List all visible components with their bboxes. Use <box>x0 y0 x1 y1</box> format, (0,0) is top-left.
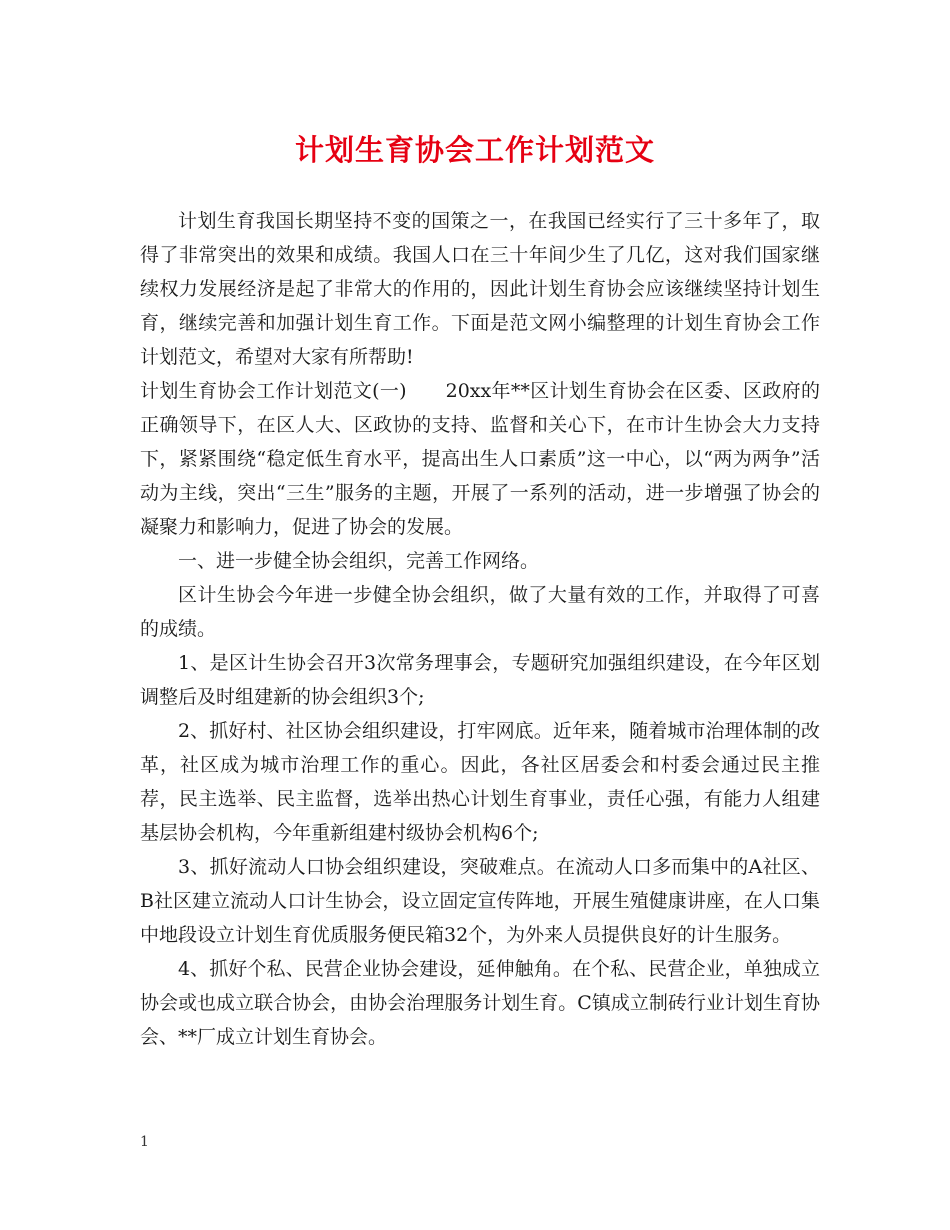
list-item-paragraph: 3、抓好流动人口协会组织建设，突破难点。在流动人口多而集中的A社区、B社区建立流动人口计生协会，设立固定宣传阵地，开展生殖健康讲座，在人口集中地段设立计划生育优质服务便民箱32个，为外来人员提供良好的计生服务。 <box>140 856 820 946</box>
document-title: 计划生育协会工作计划范文 <box>294 133 655 167</box>
document-body <box>140 204 820 1054</box>
list-item-paragraph: 4、抓好个私、民营企业协会建设，延伸触角。在个私、民营企业，单独成立协会或也成立联合协会，由协会治理服务计划生育。C镇成立制砖行业计划生育协会、**厂成立计划生育协会。 <box>140 958 820 1048</box>
page-number: 1 <box>140 1134 149 1150</box>
list-item-paragraph: 2、抓好村、社区协会组织建设，打牢网底。近年来，随着城市治理体制的改革，社区成为城市治理工作的重心。因此，各社区居委会和村委会通过民主推荐，民主选举、民主监督，选举出热心计划生育事业，责任心强，有能力人组建基层协会机构，今年重新组建村级协会机构6个; <box>140 720 820 844</box>
section-paragraph: 计划生育协会工作计划范文(一) 20xx年**区计划生育协会在区委、区政府的正确领导下，在区人大、区政协的支持、监督和关心下，在市计生协会大力支持下，紧紧围绕“稳定低生育水平，提高出生人口素质”这一中心，以“两为两争”活动为主线，突出“三生”服务的主题，开展了一系列的活动，进一步增强了协会的凝聚力和影响力，促进了协会的发展。 <box>140 380 820 538</box>
heading-paragraph: 一、进一步健全协会组织，完善工作网络。 <box>178 550 540 572</box>
list-item-paragraph: 1、是区计生协会召开3次常务理事会，专题研究加强组织建设，在今年区划调整后及时组建新的协会组织3个; <box>140 652 820 708</box>
body-paragraph: 区计生协会今年进一步健全协会组织，做了大量有效的工作，并取得了可喜的成绩。 <box>140 584 820 640</box>
intro-paragraph: 计划生育我国长期坚持不变的国策之一，在我国已经实行了三十多年了，取得了非常突出的效果和成绩。我国人口在三十年间少生了几亿，这对我们国家继续权力发展经济是起了非常大的作用的，因此计划生育协会应该继续坚持计划生育，继续完善和加强计划生育工作。下面是范文网小编整理的计划生育协会工作计划范文，希望对大家有所帮助! <box>140 210 820 368</box>
